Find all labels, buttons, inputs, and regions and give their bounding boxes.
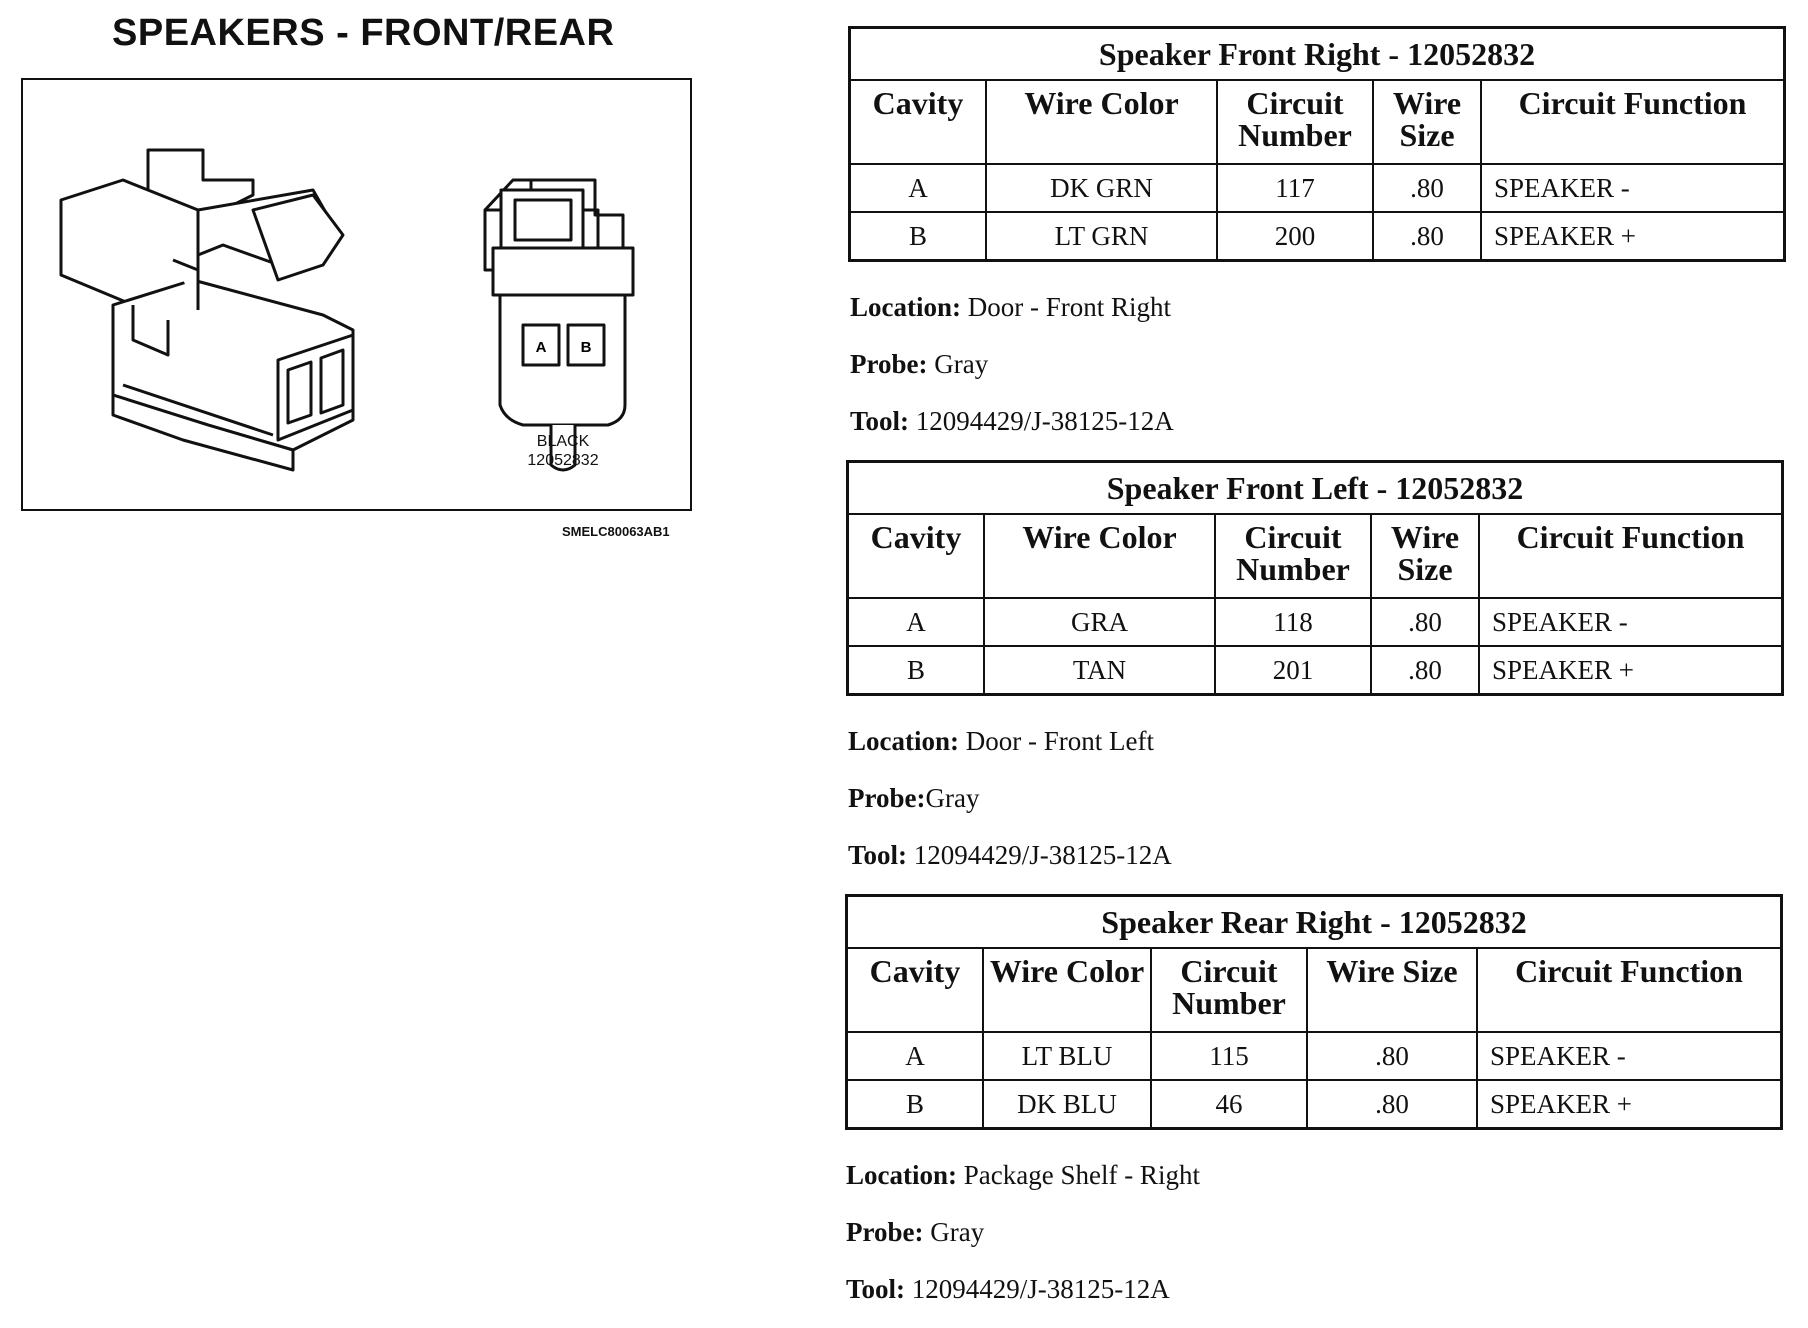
table-title: Speaker Rear Right - 12052832 bbox=[847, 896, 1782, 949]
probe-value: Gray bbox=[930, 1217, 985, 1247]
col-header-wire-size: Wire Size bbox=[1371, 514, 1479, 598]
location-label: Location: bbox=[848, 726, 959, 756]
col-header-wire-color: Wire Color bbox=[986, 80, 1217, 164]
location-line bbox=[846, 1160, 1200, 1191]
connector-number-label: 12052832 bbox=[527, 452, 599, 469]
cell-circuit-function: SPEAKER - bbox=[1481, 164, 1785, 212]
cell-circuit-function: SPEAKER + bbox=[1481, 212, 1785, 261]
cell-wire-size: .80 bbox=[1371, 646, 1479, 695]
tool-line bbox=[850, 406, 1174, 437]
page-title: SPEAKERS - FRONT/REAR bbox=[112, 12, 615, 54]
connector-figure bbox=[21, 78, 692, 511]
table-row bbox=[848, 598, 1783, 646]
probe-label: Probe: bbox=[850, 349, 928, 379]
tool-value: 12094429/J-38125-12A bbox=[911, 1274, 1170, 1304]
figure-code: SMELC80063AB1 bbox=[562, 524, 670, 539]
location-value: Door - Front Right bbox=[967, 292, 1172, 322]
cell-cavity: A bbox=[850, 164, 987, 212]
col-header-circuit-number: Circuit Number bbox=[1151, 948, 1307, 1032]
col-header-wire-color: Wire Color bbox=[983, 948, 1151, 1032]
connector-table bbox=[846, 460, 1784, 696]
table-row bbox=[848, 646, 1783, 695]
tool-label: Tool: bbox=[846, 1274, 906, 1304]
cell-wire-color: DK GRN bbox=[986, 164, 1217, 212]
cell-wire-color: GRA bbox=[984, 598, 1215, 646]
table-row bbox=[850, 212, 1785, 261]
cell-wire-color: TAN bbox=[984, 646, 1215, 695]
col-header-cavity: Cavity bbox=[848, 514, 985, 598]
connector-table bbox=[845, 894, 1783, 1130]
col-header-circuit-function: Circuit Function bbox=[1479, 514, 1783, 598]
connector-color-label: BLACK bbox=[536, 433, 590, 450]
cavity-b-label: B bbox=[580, 339, 592, 356]
col-header-circuit-number: Circuit Number bbox=[1217, 80, 1373, 164]
cell-cavity: B bbox=[847, 1080, 984, 1129]
cell-circuit-function: SPEAKER + bbox=[1477, 1080, 1782, 1129]
tool-line bbox=[848, 840, 1172, 871]
cell-circuit-number: 117 bbox=[1217, 164, 1373, 212]
cell-cavity: A bbox=[847, 1032, 984, 1080]
probe-line bbox=[846, 1217, 984, 1248]
cell-circuit-function: SPEAKER - bbox=[1479, 598, 1783, 646]
probe-value: Gray bbox=[934, 349, 989, 379]
cell-wire-color: LT BLU bbox=[983, 1032, 1151, 1080]
probe-line bbox=[848, 783, 979, 814]
col-header-circuit-function: Circuit Function bbox=[1481, 80, 1785, 164]
cell-cavity: A bbox=[848, 598, 985, 646]
tool-value: 12094429/J-38125-12A bbox=[913, 840, 1172, 870]
location-label: Location: bbox=[846, 1160, 957, 1190]
location-label: Location: bbox=[850, 292, 961, 322]
cell-circuit-number: 201 bbox=[1215, 646, 1371, 695]
location-line bbox=[848, 726, 1154, 757]
location-value: Door - Front Left bbox=[965, 726, 1154, 756]
col-header-wire-size: Wire Size bbox=[1373, 80, 1481, 164]
cavity-a-label: A bbox=[535, 339, 547, 356]
col-header-wire-color: Wire Color bbox=[984, 514, 1215, 598]
cell-wire-size: .80 bbox=[1307, 1032, 1477, 1080]
table-row bbox=[847, 1080, 1782, 1129]
cell-wire-size: .80 bbox=[1373, 212, 1481, 261]
cell-circuit-function: SPEAKER + bbox=[1479, 646, 1783, 695]
table-title: Speaker Front Right - 12052832 bbox=[850, 28, 1785, 81]
table-row bbox=[850, 164, 1785, 212]
tool-value: 12094429/J-38125-12A bbox=[915, 406, 1174, 436]
probe-label: Probe: bbox=[848, 783, 926, 813]
col-header-circuit-function: Circuit Function bbox=[1477, 948, 1782, 1032]
cell-wire-color: LT GRN bbox=[986, 212, 1217, 261]
location-line bbox=[850, 292, 1171, 323]
probe-label: Probe: bbox=[846, 1217, 924, 1247]
col-header-wire-size: Wire Size bbox=[1307, 948, 1477, 1032]
tool-line bbox=[846, 1274, 1170, 1305]
cell-circuit-function: SPEAKER - bbox=[1477, 1032, 1782, 1080]
cell-circuit-number: 115 bbox=[1151, 1032, 1307, 1080]
cell-circuit-number: 200 bbox=[1217, 212, 1373, 261]
tool-label: Tool: bbox=[850, 406, 910, 436]
probe-line bbox=[850, 349, 988, 380]
col-header-cavity: Cavity bbox=[847, 948, 984, 1032]
cell-cavity: B bbox=[850, 212, 987, 261]
cell-wire-color: DK BLU bbox=[983, 1080, 1151, 1129]
location-value: Package Shelf - Right bbox=[963, 1160, 1200, 1190]
cell-cavity: B bbox=[848, 646, 985, 695]
cell-wire-size: .80 bbox=[1371, 598, 1479, 646]
cell-circuit-number: 118 bbox=[1215, 598, 1371, 646]
tool-label: Tool: bbox=[848, 840, 908, 870]
cell-wire-size: .80 bbox=[1307, 1080, 1477, 1129]
col-header-cavity: Cavity bbox=[850, 80, 987, 164]
table-row bbox=[847, 1032, 1782, 1080]
col-header-circuit-number: Circuit Number bbox=[1215, 514, 1371, 598]
cell-circuit-number: 46 bbox=[1151, 1080, 1307, 1129]
table-title: Speaker Front Left - 12052832 bbox=[848, 462, 1783, 515]
probe-value: Gray bbox=[925, 783, 980, 813]
connector-table bbox=[848, 26, 1786, 262]
cell-wire-size: .80 bbox=[1373, 164, 1481, 212]
